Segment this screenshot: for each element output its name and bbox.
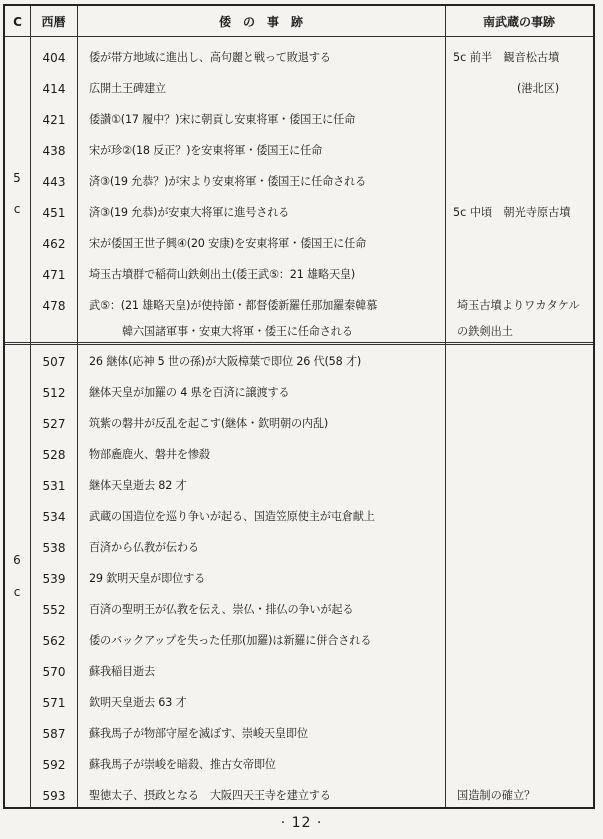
- row-event: 武⑤：(21 雄略天皇)が使持節・都督倭新羅任那加羅秦韓慕: [89, 299, 378, 312]
- row-event: 倭讃①(17 履中？)宋に朝貢し安東将軍・倭国王に任命: [89, 113, 356, 126]
- row-year: 462: [42, 237, 66, 251]
- row-event: 欽明天皇逝去 63 才: [89, 696, 187, 709]
- row-event-continued: 韓六国諸軍事・安東大将軍・倭王に任命される: [122, 325, 353, 338]
- row-event: 倭のバックアップを失った任那(加羅)は新羅に併合される: [89, 634, 372, 647]
- col-divider-century: [30, 6, 31, 807]
- row-local-note: 埼玉古墳よりワカタケル: [457, 299, 580, 312]
- header-events: 倭 の 事 跡: [218, 15, 303, 29]
- row-event: 百済の聖明王が仏教を伝え、崇仏・排仏の争いが起る: [89, 603, 354, 616]
- row-year: 421: [42, 113, 66, 127]
- row-year: 531: [42, 479, 66, 493]
- century-6-unit: c: [13, 585, 21, 599]
- row-local-note: 5c 中頃 朝光寺原古墳: [453, 206, 571, 219]
- row-event: 宋が倭国王世子興④(20 安康)を安東将軍・倭国王に任命: [89, 237, 367, 250]
- col-divider-events: [445, 6, 446, 807]
- row-event: 宋が珍②(18 反正？)を安東将軍・倭国王に任命: [89, 144, 323, 157]
- row-event: 筑紫の磐井が反乱を起こす(継体・欽明朝の内乱): [89, 417, 329, 430]
- row-event: 継体天皇が加羅の 4 県を百済に譲渡する: [89, 386, 290, 399]
- col-divider-year: [77, 6, 78, 807]
- row-event: 武蔵の国造位を巡り争いが起る、国造笠原使主が屯倉献上: [89, 510, 375, 523]
- row-event: 埼玉古墳群で稲荷山鉄剣出土(倭王武⑤：21 雄略天皇): [89, 268, 356, 281]
- row-local-note: (港北区): [517, 82, 560, 95]
- row-year: 539: [42, 572, 66, 586]
- row-year: 593: [42, 789, 66, 803]
- timeline-table: [3, 4, 595, 809]
- row-event: 倭が帯方地域に進出し、高句麗と戦って敗退する: [89, 51, 331, 64]
- row-local-note: 国造制の確立？: [457, 789, 536, 802]
- row-year: 552: [42, 603, 66, 617]
- row-event: 蘇我馬子が物部守屋を滅ぼす、崇峻天皇即位: [89, 727, 308, 740]
- row-year: 404: [42, 51, 66, 65]
- header-local: 南武蔵の事跡: [482, 15, 555, 29]
- row-year: 538: [42, 541, 66, 555]
- header-century: C: [13, 15, 22, 29]
- row-event: 聖徳太子、摂政となる 大阪四天王寺を建立する: [89, 789, 331, 802]
- row-year: 443: [42, 175, 66, 189]
- row-event: 29 欽明天皇が即位する: [89, 572, 206, 585]
- row-year: 534: [42, 510, 66, 524]
- row-local-note: の鉄剣出土: [457, 325, 513, 338]
- row-year: 471: [42, 268, 66, 282]
- row-year: 592: [42, 758, 66, 772]
- row-event: 継体天皇逝去 82 才: [89, 479, 187, 492]
- row-local-note: 5c 前半 観音松古墳: [453, 51, 560, 64]
- row-year: 451: [42, 206, 66, 220]
- row-event: 物部麁鹿火、磐井を惨殺: [89, 448, 210, 461]
- row-event: 26 継体(応神 5 世の孫)が大阪樟葉で即位 26 代(58 才): [89, 355, 362, 368]
- row-year: 571: [42, 696, 66, 710]
- row-year: 478: [42, 299, 66, 313]
- row-event: 済③(19 允恭)が安東大将軍に進号される: [89, 206, 290, 219]
- header-divider: [5, 36, 593, 37]
- century-5-number: 5: [13, 171, 21, 185]
- row-year: 438: [42, 144, 66, 158]
- row-event: 済③(19 允恭？)が宋より安東将軍・倭国王に任命される: [89, 175, 367, 188]
- century-6-number: 6: [13, 553, 21, 567]
- row-event: 百済から仏教が伝わる: [89, 541, 199, 554]
- row-year: 527: [42, 417, 66, 431]
- row-year: 512: [42, 386, 66, 400]
- page-number: · 12 ·: [280, 815, 323, 831]
- row-year: 587: [42, 727, 66, 741]
- row-year: 528: [42, 448, 66, 462]
- century-divider: [5, 342, 593, 345]
- row-event: 広開土王碑建立: [89, 82, 166, 95]
- century-5-unit: c: [13, 202, 21, 216]
- header-year: 西暦: [41, 15, 66, 29]
- row-event: 蘇我稲目逝去: [89, 665, 155, 678]
- row-event: 蘇我馬子が崇峻を暗殺、推古女帝即位: [89, 758, 276, 771]
- row-year: 507: [42, 355, 66, 369]
- row-year: 562: [42, 634, 66, 648]
- row-year: 414: [42, 82, 66, 96]
- row-year: 570: [42, 665, 66, 679]
